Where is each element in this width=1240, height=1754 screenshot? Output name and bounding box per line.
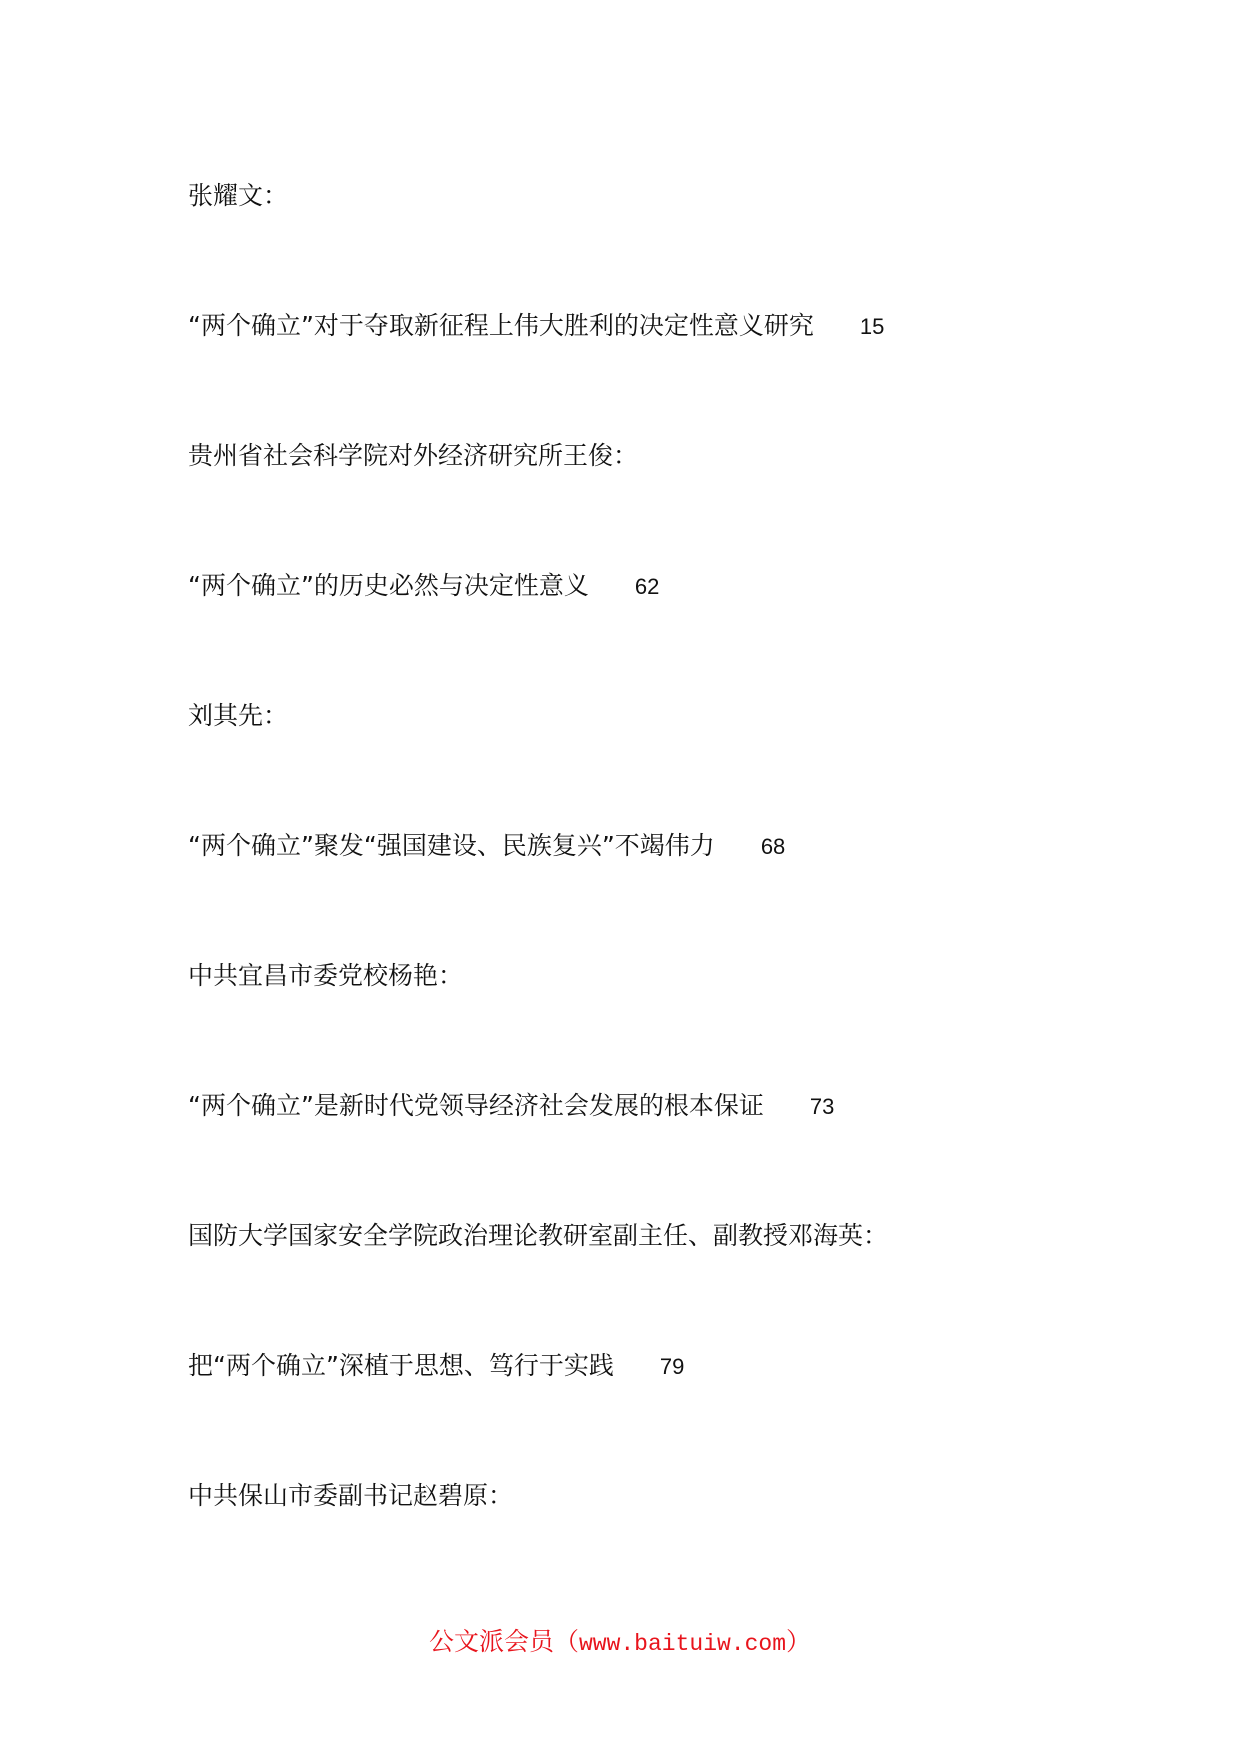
author-text: 中共宜昌市委党校杨艳： <box>188 961 464 990</box>
entry-page-number: 79 <box>659 1354 685 1379</box>
footer-close: ） <box>786 1627 812 1656</box>
author-text: 贵州省社会科学院对外经济研究所王俊： <box>188 441 639 470</box>
author-text: 国防大学国家安全学院政治理论教研室副主任、副教授邓海英： <box>188 1221 889 1250</box>
entry-title: 把“两个确立”深植于思想、笃行于实践 <box>188 1351 614 1380</box>
toc-entry-5 <box>188 1346 1168 1476</box>
toc-author-3 <box>188 696 1168 826</box>
author-text: 张耀文： <box>188 181 289 210</box>
toc-entry-1 <box>188 306 1168 436</box>
toc-entry-4 <box>188 1086 1168 1216</box>
toc-entry-2 <box>188 566 1168 696</box>
toc-author-5 <box>188 1216 1168 1346</box>
toc-entry-3 <box>188 826 1168 956</box>
entry-page-number: 68 <box>760 834 786 859</box>
author-text: 刘其先： <box>188 701 289 730</box>
footer-brand: 公文派会员（ <box>428 1627 579 1656</box>
entry-title: “两个确立”聚发“强国建设、民族复兴”不竭伟力 <box>188 831 715 860</box>
toc-author-2 <box>188 436 1168 566</box>
entry-title: “两个确立”对于夺取新征程上伟大胜利的决定性意义研究 <box>188 311 814 340</box>
entry-page-number: 73 <box>809 1094 835 1119</box>
entry-title: “两个确立”的历史必然与决定性意义 <box>188 571 589 600</box>
entry-title: “两个确立”是新时代党领导经济社会发展的根本保证 <box>188 1091 764 1120</box>
table-of-contents <box>188 176 1168 1606</box>
entry-page-number: 62 <box>634 574 660 599</box>
entry-page-number: 15 <box>859 314 885 339</box>
footer-watermark <box>0 1622 1240 1658</box>
author-text: 中共保山市委副书记赵碧原： <box>188 1481 514 1510</box>
toc-author-4 <box>188 956 1168 1086</box>
toc-author-6 <box>188 1476 1168 1606</box>
toc-author-1 <box>188 176 1168 306</box>
footer-url-link[interactable]: www.baituiw.com <box>578 1631 787 1657</box>
